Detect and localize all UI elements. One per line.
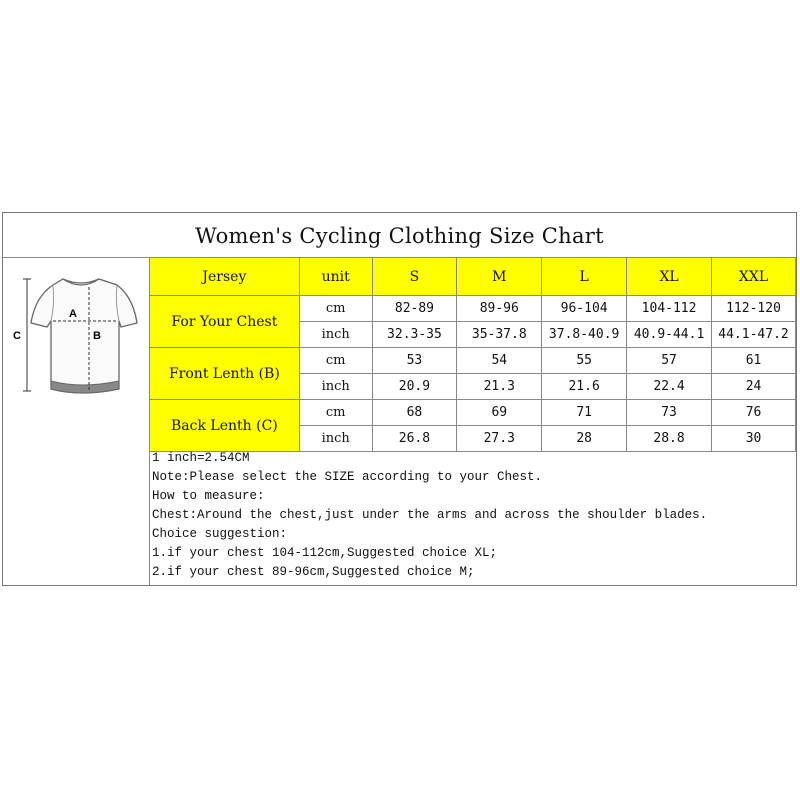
note-line: 1.if your chest 104-112cm,Suggested choice XL;	[152, 546, 498, 560]
table-cell: 61	[712, 348, 796, 374]
front-cm-row	[150, 348, 796, 374]
table-cell: 57	[627, 348, 712, 374]
table-cell: 82-89	[372, 296, 457, 322]
chart-title: Women's Cycling Clothing Size Chart	[3, 213, 796, 258]
table-cell: 71	[542, 400, 627, 426]
jersey-outline	[31, 279, 137, 393]
table-cell: 76	[712, 400, 796, 426]
note-line: Note:Please select the SIZE according to your Chest.	[152, 470, 543, 484]
table-cell: 22.4	[627, 374, 712, 400]
header-jersey: Jersey	[150, 258, 300, 296]
row-label-chest: For Your Chest	[150, 296, 300, 348]
unit-cell: inch	[299, 322, 372, 348]
header-size-m: M	[457, 258, 542, 296]
note-line: Choice suggestion:	[152, 527, 288, 541]
table-cell: 53	[372, 348, 457, 374]
row-label-front-length: Front Lenth (B)	[150, 348, 300, 400]
unit-cell: inch	[299, 374, 372, 400]
table-cell: 73	[627, 400, 712, 426]
table-cell: 26.8	[372, 426, 457, 452]
table-cell: 30	[712, 426, 796, 452]
jersey-diagram	[3, 257, 150, 585]
table-cell: 37.8-40.9	[542, 322, 627, 348]
unit-cell: cm	[299, 296, 372, 322]
header-unit: unit	[299, 258, 372, 296]
note-line: How to measure:	[152, 489, 265, 503]
unit-cell: cm	[299, 400, 372, 426]
table-cell: 35-37.8	[457, 322, 542, 348]
back-cm-row	[150, 400, 796, 426]
table-cell: 96-104	[542, 296, 627, 322]
note-line: Chest:Around the chest,just under the arms and across the shoulder blades.	[152, 508, 708, 522]
label-a: A	[69, 308, 77, 320]
header-size-xl: XL	[627, 258, 712, 296]
table-cell: 104-112	[627, 296, 712, 322]
header-size-xxl: XXL	[712, 258, 796, 296]
table-cell: 44.1-47.2	[712, 322, 796, 348]
unit-cell: cm	[299, 348, 372, 374]
size-table	[149, 257, 796, 452]
label-b: B	[93, 330, 101, 342]
jersey-illustration	[3, 257, 149, 585]
note-line: 1 inch=2.54CM	[152, 451, 250, 465]
chest-cm-row	[150, 296, 796, 322]
row-label-back-length: Back Lenth (C)	[150, 400, 300, 452]
notes-block	[149, 449, 796, 616]
table-cell: 54	[457, 348, 542, 374]
header-size-s: S	[372, 258, 457, 296]
table-cell: 20.9	[372, 374, 457, 400]
note-line: 2.if your chest 89-96cm,Suggested choice M;	[152, 565, 475, 579]
label-c: C	[13, 330, 21, 342]
table-cell: 21.3	[457, 374, 542, 400]
table-cell: 112-120	[712, 296, 796, 322]
header-row	[150, 258, 796, 296]
table-cell: 69	[457, 400, 542, 426]
table-cell: 28.8	[627, 426, 712, 452]
size-chart	[2, 212, 797, 586]
table-cell: 32.3-35	[372, 322, 457, 348]
header-size-l: L	[542, 258, 627, 296]
table-cell: 24	[712, 374, 796, 400]
unit-cell: inch	[299, 426, 372, 452]
table-cell: 27.3	[457, 426, 542, 452]
table-cell: 89-96	[457, 296, 542, 322]
table-cell: 40.9-44.1	[627, 322, 712, 348]
table-cell: 68	[372, 400, 457, 426]
table-cell: 21.6	[542, 374, 627, 400]
table-cell: 55	[542, 348, 627, 374]
table-cell: 28	[542, 426, 627, 452]
